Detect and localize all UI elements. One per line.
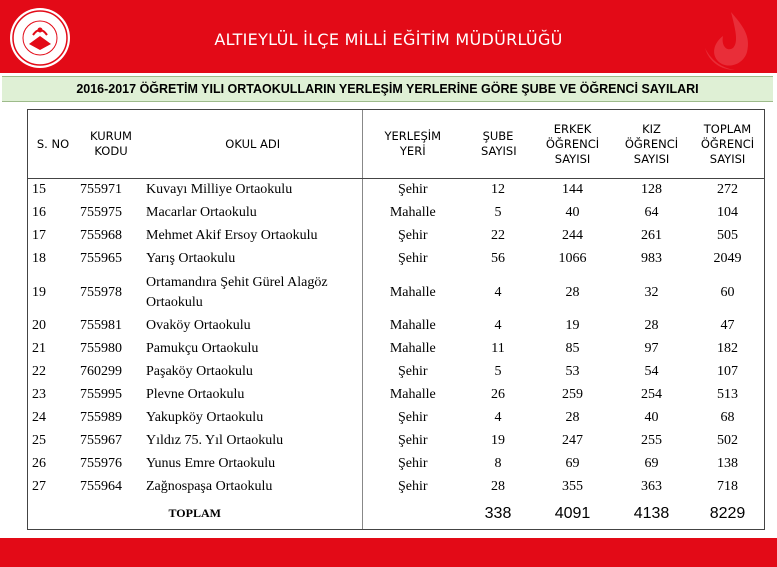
- cell-okul: Plevne Ortaokulu: [144, 384, 362, 407]
- cell-erkek: 247: [562, 433, 583, 448]
- cell-erkek: 53: [565, 364, 580, 379]
- cell-kod: 755975: [80, 205, 122, 220]
- header-kurum-kodu: KURUM KODU: [78, 110, 144, 179]
- cell-kod: 755989: [80, 410, 122, 425]
- table-row: [28, 179, 764, 202]
- cell-kod: 755981: [80, 318, 122, 333]
- cell-toplam: 182: [717, 341, 738, 356]
- cell-yer: Şehir: [397, 364, 428, 379]
- totals-label: TOPLAM: [28, 499, 362, 529]
- cell-toplam: 272: [717, 182, 738, 198]
- cell-no: 24: [32, 410, 46, 425]
- header-sno: S. NO: [28, 110, 78, 179]
- cell-no: 22: [32, 364, 46, 379]
- cell-yer: Şehir: [397, 456, 428, 471]
- cell-sube: 56: [491, 251, 505, 266]
- totals-sube: 338: [484, 504, 512, 522]
- cell-no: 25: [32, 433, 46, 448]
- cell-kod: 755978: [80, 284, 122, 300]
- table-row: [28, 315, 764, 338]
- cell-no: 18: [32, 251, 46, 266]
- page-title: ALTIEYLÜL İLÇE MİLLİ EĞİTİM MÜDÜRLÜĞÜ: [214, 30, 563, 49]
- cell-no: 16: [32, 205, 46, 220]
- header-erkek-ogrenci: ERKEK ÖĞRENCİ SAYISI: [533, 110, 612, 179]
- cell-erkek: 69: [565, 456, 580, 471]
- cell-kod: 755967: [80, 433, 122, 448]
- cell-sube: 5: [494, 364, 502, 379]
- totals-kiz: 4138: [633, 504, 670, 522]
- subtitle-bar: [2, 76, 773, 102]
- footer-bar: [0, 538, 777, 567]
- cell-erkek: 85: [565, 341, 580, 356]
- table-row: [28, 453, 764, 476]
- table-row: [28, 407, 764, 430]
- cell-erkek: 40: [565, 205, 580, 220]
- cell-no: 19: [32, 284, 46, 300]
- totals-row: [28, 499, 764, 529]
- cell-sube: 11: [491, 341, 505, 356]
- cell-yer: Şehir: [397, 410, 428, 425]
- cell-erkek: 28: [565, 284, 580, 300]
- cell-kiz: 255: [641, 433, 662, 448]
- cell-kod: 755965: [80, 251, 122, 266]
- cell-toplam: 502: [717, 433, 738, 448]
- cell-no: 15: [32, 182, 46, 198]
- cell-okul: Ovaköy Ortaokulu: [144, 315, 362, 338]
- cell-kiz: 254: [641, 387, 662, 402]
- cell-yer: Mahalle: [389, 387, 436, 402]
- cell-toplam: 2049: [713, 251, 742, 266]
- cell-toplam: 505: [717, 228, 738, 243]
- totals-toplam: 8229: [709, 504, 746, 522]
- header-bar: [0, 0, 777, 73]
- cell-kiz: 363: [641, 479, 662, 494]
- cell-okul: Zağnospaşa Ortaokulu: [144, 476, 362, 499]
- cell-toplam: 718: [717, 479, 738, 494]
- cell-okul: Ortamandıra Şehit Gürel Alagöz Ortaokulu: [144, 271, 362, 315]
- cell-toplam: 107: [717, 364, 738, 379]
- cell-erkek: 355: [562, 479, 583, 494]
- cell-yer: Şehir: [397, 182, 428, 198]
- cell-kiz: 40: [644, 410, 659, 425]
- cell-sube: 12: [491, 182, 505, 198]
- cell-toplam: 60: [720, 284, 735, 300]
- cell-yer: Mahalle: [389, 318, 436, 333]
- table-header-row: [28, 110, 764, 179]
- table-row: [28, 338, 764, 361]
- table-row: [28, 361, 764, 384]
- cell-kiz: 69: [644, 456, 659, 471]
- cell-kod: 755971: [80, 182, 122, 198]
- cell-sube: 4: [494, 410, 502, 425]
- cell-toplam: 104: [717, 205, 738, 220]
- cell-sube: 8: [494, 456, 502, 471]
- table-subtitle: 2016-2017 ÖĞRETİM YILI ORTAOKULLARIN YERLEŞİM YERLERİNE GÖRE ŞUBE VE ÖĞRENCİ SAYILARI: [76, 82, 699, 96]
- cell-sube: 28: [491, 479, 505, 494]
- cell-erkek: 244: [562, 228, 583, 243]
- cell-no: 23: [32, 387, 46, 402]
- cell-no: 26: [32, 456, 46, 471]
- table-row: [28, 225, 764, 248]
- cell-yer: Şehir: [397, 251, 428, 266]
- table-row: [28, 202, 764, 225]
- cell-erkek: 28: [565, 410, 580, 425]
- cell-okul: Yıldız 75. Yıl Ortaokulu: [144, 430, 362, 453]
- cell-okul: Kuvayı Milliye Ortaokulu: [144, 179, 362, 202]
- cell-okul: Mehmet Akif Ersoy Ortaokulu: [144, 225, 362, 248]
- cell-yer: Şehir: [397, 479, 428, 494]
- header-sube-sayisi: ŞUBE SAYISI: [463, 110, 533, 179]
- header-kiz-ogrenci: KIZ ÖĞRENCİ SAYISI: [612, 110, 691, 179]
- table-row: [28, 476, 764, 499]
- cell-okul: Paşaköy Ortaokulu: [144, 361, 362, 384]
- cell-kod: 755995: [80, 387, 122, 402]
- cell-erkek: 144: [562, 182, 583, 198]
- cell-kod: 755964: [80, 479, 122, 494]
- cell-kod: 755976: [80, 456, 122, 471]
- cell-okul: Yunus Emre Ortaokulu: [144, 453, 362, 476]
- cell-yer: Şehir: [397, 433, 428, 448]
- cell-yer: Mahalle: [389, 341, 436, 356]
- cell-kiz: 261: [641, 228, 662, 243]
- cell-okul: Macarlar Ortaokulu: [144, 202, 362, 225]
- cell-kod: 755980: [80, 341, 122, 356]
- cell-toplam: 47: [720, 318, 735, 333]
- cell-toplam: 138: [717, 456, 738, 471]
- cell-toplam: 68: [720, 410, 735, 425]
- cell-okul: Yarış Ortaokulu: [144, 248, 362, 271]
- cell-sube: 26: [491, 387, 505, 402]
- cell-yer: Mahalle: [389, 205, 436, 220]
- table-row: [28, 271, 764, 315]
- cell-okul: Yakupköy Ortaokulu: [144, 407, 362, 430]
- totals-empty-cell: [362, 499, 463, 529]
- table-row: [28, 384, 764, 407]
- cell-yer: Mahalle: [389, 284, 436, 300]
- cell-kiz: 28: [644, 318, 659, 333]
- cell-erkek: 259: [562, 387, 583, 402]
- header-yerlesim-yeri: YERLEŞİM YERİ: [362, 110, 463, 179]
- cell-erkek: 19: [565, 318, 580, 333]
- table-row: [28, 248, 764, 271]
- header-toplam-ogrenci: TOPLAM ÖĞRENCİ SAYISI: [691, 110, 764, 179]
- flame-emblem-icon: [691, 8, 771, 73]
- cell-sube: 22: [491, 228, 505, 243]
- cell-kiz: 128: [641, 182, 662, 198]
- cell-okul: Pamukçu Ortaokulu: [144, 338, 362, 361]
- cell-sube: 4: [494, 318, 502, 333]
- cell-yer: Şehir: [397, 228, 428, 243]
- cell-no: 17: [32, 228, 46, 243]
- cell-erkek: 1066: [558, 251, 587, 266]
- cell-kod: 760299: [80, 364, 122, 379]
- cell-sube: 4: [494, 284, 502, 300]
- cell-no: 20: [32, 318, 46, 333]
- cell-kod: 755968: [80, 228, 122, 243]
- cell-sube: 19: [491, 433, 505, 448]
- cell-toplam: 513: [717, 387, 738, 402]
- cell-no: 21: [32, 341, 46, 356]
- cell-kiz: 64: [644, 205, 659, 220]
- school-table: [27, 109, 765, 530]
- cell-kiz: 32: [644, 284, 659, 300]
- cell-no: 27: [32, 479, 46, 494]
- cell-kiz: 54: [644, 364, 659, 379]
- cell-sube: 5: [494, 205, 502, 220]
- cell-kiz: 97: [644, 341, 659, 356]
- totals-erkek: 4091: [554, 504, 591, 522]
- header-okul-adi: OKUL ADI: [144, 110, 362, 179]
- table-row: [28, 430, 764, 453]
- cell-kiz: 983: [641, 251, 662, 266]
